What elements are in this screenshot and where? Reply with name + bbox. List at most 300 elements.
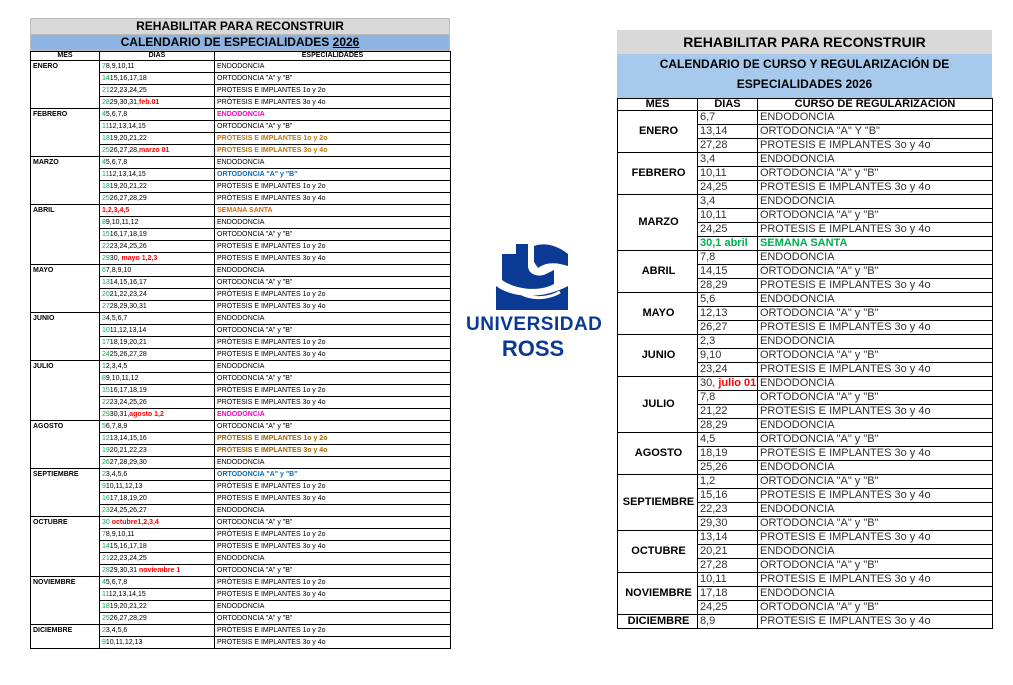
days-cell [698,251,758,265]
text-part: 29 [102,255,110,262]
text-part: 24,25 [700,181,728,193]
text-part: marzo 01 [139,147,170,154]
specialty-cell [215,625,451,637]
text-part: ENDODONCIA [760,419,835,431]
days-cell [100,601,215,613]
specialty-cell [758,251,993,265]
specialty-cell [758,181,993,195]
text-part: 14,15 [700,265,728,277]
text-part: 19,20,21,22 [109,135,147,142]
days-cell [100,193,215,205]
days-cell [100,133,215,145]
text-part: ENDODONCIA [760,545,835,557]
days-cell [698,433,758,447]
days-cell [698,447,758,461]
specialty-cell [215,217,451,229]
text-part: 14,15,16,17 [109,279,147,286]
specialty-cell [215,121,451,133]
text-part: PRÓTESIS E IMPLANTES 3o y 4o [217,195,326,202]
specialty-cell [215,289,451,301]
text-part: 14 [102,543,110,550]
days-cell [100,169,215,181]
text-part: 5,6,7,8 [105,579,128,586]
table-row [618,377,993,391]
days-cell [698,489,758,503]
text-part: 25,26,27,28 [109,351,147,358]
days-cell [100,121,215,133]
specialty-cell [758,405,993,419]
days-cell [100,469,215,481]
specialty-cell [758,573,993,587]
text-part: 29,30,31, [109,99,139,106]
month-cell: JULIO [31,361,100,421]
text-part: 25 [102,195,110,202]
text-part: 22 [102,399,110,406]
text-part: PROTESIS E IMPLANTES 3o y 4o [217,255,326,262]
text-part: ENDODONCIA [217,111,265,118]
days-cell [100,541,215,553]
month-cell: DICIEMBRE [618,615,698,629]
days-cell [698,475,758,489]
specialty-cell [758,531,993,545]
text-part: 4 [102,111,106,118]
specialty-cell [758,349,993,363]
text-part: 17 [102,339,110,346]
text-part: ENDODONCIA [760,377,835,389]
text-part: PRÓTESIS E IMPLANTES 1o y 2o [217,627,326,634]
days-cell [698,419,758,433]
days-cell [698,321,758,335]
text-part: 10 [102,327,110,334]
text-part: ENDODONCIA [760,111,835,123]
text-part: 17,18,19,20 [109,495,147,502]
days-cell [100,241,215,253]
days-cell [698,559,758,573]
month-cell: SEPTIEMBRE [31,469,100,517]
days-cell [100,157,215,169]
text-part: ENDODONCIA [760,503,835,515]
text-part: 10,11 [700,167,727,179]
text-part: 16 [102,495,110,502]
text-part: 7,8 [700,251,716,263]
text-part: ENDODONCIA [217,411,265,418]
days-cell [100,397,215,409]
table-row [31,517,451,529]
text-part: 27 [102,303,110,310]
text-part: PROTESIS E IMPLANTES 1o y 2o [217,243,326,250]
text-part: PROTESIS E IMPLANTES 3o y 4o [760,223,931,235]
right-subtitle-line1: CALENDARIO DE CURSO Y REGULARIZACIÓN DE [659,57,950,71]
specialty-cell [758,223,993,237]
text-part: 26,27,28, [109,147,139,154]
text-part: 9,10,11,12 [105,375,139,382]
days-cell [100,529,215,541]
month-cell: JULIO [618,377,698,433]
regularization-calendar [617,30,992,629]
specialty-cell [758,139,993,153]
text-part: 10,11 [700,209,727,221]
specialty-cell [758,489,993,503]
table-row [31,205,451,217]
month-cell: MAYO [618,293,698,335]
right-table [617,98,993,629]
days-cell [100,553,215,565]
specialty-cell [758,195,993,209]
days-cell [100,433,215,445]
table-row [618,433,993,447]
days-cell [100,409,215,421]
days-cell [100,577,215,589]
specialty-cell [758,153,993,167]
specialty-cell [758,517,993,531]
month-cell: ABRIL [618,251,698,293]
specialty-cell [215,577,451,589]
text-part: ENDODONCIA [217,363,265,370]
text-part: ENDODONCIA [760,461,835,473]
days-cell [698,153,758,167]
specialty-cell [758,503,993,517]
text-part: 26,27,28,29 [109,615,147,622]
text-part: 30,31, [109,411,130,418]
specialty-cell [215,145,451,157]
text-part: PRÓTESIS E IMPLANTES 1o y 2o [217,135,328,142]
days-cell [100,373,215,385]
text-part: 22,23,24,25 [109,87,147,94]
table-row [618,293,993,307]
text-part: PRÓTESIS E IMPLANTES 1o y 2o [217,435,328,442]
text-part: 27,28,29,30 [109,459,147,466]
month-cell: SEPTIEMBRE [618,475,698,531]
table-row [618,475,993,489]
table-row [618,573,993,587]
specialty-cell [758,363,993,377]
table-row [31,421,451,433]
specialty-cell [215,73,451,85]
table-row [618,195,993,209]
text-part: ORTODONCIA "A" y "B" [217,231,293,238]
days-cell [100,421,215,433]
days-cell [698,391,758,405]
text-part: 12,13,14,15 [108,171,146,178]
specialty-cell [215,601,451,613]
text-part: PRÓTESIS E IMPLANTES 1o y 2o [217,483,326,490]
days-cell [100,253,215,265]
text-part: ENDODONCIA [760,335,835,347]
text-part: 28 [102,99,110,106]
text-part: ORTODONCIA "A" y "B" [217,123,293,130]
specialty-cell [215,169,451,181]
specialty-cell [215,613,451,625]
specialty-cell [215,361,451,373]
specialty-cell [758,475,993,489]
text-part: ENDODONCIA [760,587,835,599]
text-part: 21 [102,555,110,562]
specialty-cell [215,193,451,205]
text-part: PRÓTESIS E IMPLANTES 3o y 4o [217,639,326,646]
specialty-cell [215,181,451,193]
text-part: 12,13 [700,307,728,319]
text-part: 30,1 abril [700,237,748,249]
text-part: PRÓTESIS E IMPLANTES 1o y 2o [217,87,326,94]
text-part: PRÓTESIS E IMPLANTES 3o y 4o [217,447,328,454]
text-part: 1,2 [700,475,716,487]
text-part: 6,7 [700,111,716,123]
specialty-cell [758,321,993,335]
specialty-cell [215,301,451,313]
days-cell [100,505,215,517]
days-cell [698,587,758,601]
text-part: ORTODONCIA "A" y "B" [217,567,293,574]
text-part: 8,9,10,11 [105,63,135,70]
days-cell [698,237,758,251]
logo-ross-text: ROSS [501,336,565,361]
specialty-cell [215,313,451,325]
text-part: 3,4,5,6 [105,627,128,634]
days-cell [100,613,215,625]
month-cell: AGOSTO [618,433,698,475]
text-part: 23,24 [700,363,728,375]
specialty-cell [215,373,451,385]
text-part: 10,11,12,13 [105,483,143,490]
text-part: ENDODONCIA [217,267,265,274]
specialty-cell [758,237,993,251]
text-part: 29,30 [700,517,728,529]
specialty-cell [758,279,993,293]
days-cell [100,637,215,649]
text-part: 8,9,10,11 [105,531,135,538]
text-part: ORTODONCIA "A" y "B" [760,265,879,277]
days-cell [100,385,215,397]
text-part: PROTESIS E IMPLANTES 3o y 4o [760,363,931,375]
text-part: PRÓTESIS E IMPLANTES 3o y 4o [217,543,326,550]
text-part: julio 01 [718,377,757,389]
specialty-cell [758,307,993,321]
text-part: SEMANA SANTA [760,237,848,249]
text-part: 21 [102,87,110,94]
specialty-cell [215,241,451,253]
text-part: 9 [102,483,106,490]
specialty-cell [758,391,993,405]
text-part: 20 [102,291,110,298]
text-part: ORTODONCIA "A" y "B" [760,517,879,529]
specialty-cell [215,541,451,553]
text-part: PROTESIS E IMPLANTES 3o y 4o [760,321,931,333]
specialty-cell [758,587,993,601]
month-cell: JUNIO [618,335,698,377]
text-part: ENDODONCIA [760,293,835,305]
right-subtitle-line2: ESPECIALIDADES 2026 [736,77,873,91]
text-part: 8 [102,219,106,226]
text-part: 15,16,17,18 [109,75,147,82]
specialty-cell [215,553,451,565]
text-part: 19 [102,447,110,454]
days-cell [698,307,758,321]
specialty-cell [215,433,451,445]
text-part: 4,5,6,7 [105,315,128,322]
text-part: PROTESIS E IMPLANTES 3o y 4o [760,573,931,585]
text-part: 22,23,24,25 [109,555,147,562]
specialty-cell [215,325,451,337]
table-row [31,469,451,481]
text-part: 1,2,3,4,5 [102,207,130,214]
specialty-cell [215,397,451,409]
text-part: 26 [102,459,110,466]
specialty-cell [758,335,993,349]
month-cell: ABRIL [31,205,100,265]
text-part: PROTESIS E IMPLANTES 3o y 4o [760,447,931,459]
left-subtitle-year: 2026 [332,35,360,49]
text-part: ORTODONCIA "A" y "B" [760,433,879,445]
text-part: 18 [102,183,110,190]
text-part: ENDODONCIA [217,507,265,514]
specialty-cell [758,125,993,139]
text-part: PROTESIS E IMPLANTES 3o y 4o [760,405,931,417]
days-cell [100,625,215,637]
text-part: 15 [102,387,110,394]
days-cell [698,167,758,181]
days-cell [100,481,215,493]
month-cell: MARZO [31,157,100,205]
text-part: ORTODONCIA "A" y "B" [760,167,879,179]
text-part: 10,11,12,13 [105,639,143,646]
month-cell: ENERO [618,111,698,153]
text-part: 2,3,4,5 [105,363,128,370]
text-part: 28 [102,567,110,574]
header-dias: DIAS [100,52,215,61]
month-cell: DICIEMBRE [31,625,100,649]
text-part: ORTODONCIA "A" y "B" [217,279,293,286]
days-cell [698,279,758,293]
specialty-cell [758,461,993,475]
text-part: 19,20,21,22 [109,183,147,190]
text-part: 8,9 [700,615,716,627]
header-mes: MES [618,99,698,111]
text-part: 23,24,25,26 [109,399,147,406]
text-part: 27,28 [700,139,728,151]
table-row [618,153,993,167]
days-cell [100,361,215,373]
header-dias: DIAS [698,99,758,111]
specialty-cell [758,545,993,559]
text-part: noviembre 1 [139,567,181,574]
specialty-cell [758,447,993,461]
days-cell [100,493,215,505]
specialty-cell [215,589,451,601]
text-part: 22,23 [700,503,728,515]
text-part: ORTODONCIA "A" y "B" [760,209,879,221]
text-part: 8 [102,375,106,382]
specialty-cell [215,445,451,457]
text-part: 4,5 [700,433,716,445]
specialty-cell [758,419,993,433]
text-part: 24,25 [700,223,728,235]
days-cell [100,217,215,229]
days-cell [698,209,758,223]
specialty-cell [758,209,993,223]
text-part: PRÓTESIS E IMPLANTES 1o y 2o [217,183,326,190]
days-cell [100,277,215,289]
text-part: 9 [102,639,106,646]
month-cell: MARZO [618,195,698,251]
days-cell [100,301,215,313]
text-part: 3,4 [700,195,716,207]
right-title: REHABILITAR PARA RECONSTRUIR [617,30,992,54]
text-part: ENDODONCIA [217,63,265,70]
text-part: 28,29,30,31 [109,303,147,310]
month-cell: NOVIEMBRE [618,573,698,615]
text-part: 12,13,14,15 [108,591,146,598]
specialty-cell [215,265,451,277]
days-cell [698,405,758,419]
specialty-cell [215,385,451,397]
table-row [31,313,451,325]
table-row [31,61,451,73]
text-part: 11 [102,591,109,598]
specialty-cell [215,229,451,241]
text-part: ORTODONCIA "A" y "B" [760,475,879,487]
text-part: PROTESIS E IMPLANTES 3o y 4o [217,147,328,154]
text-part: 3,4 [700,153,716,165]
specialty-cell [215,565,451,577]
text-part: 11 [102,123,109,130]
specialties-calendar [30,18,450,649]
days-cell [100,205,215,217]
text-part: ORTODONCIA "A" y "B" [760,601,879,613]
text-part: 11 [102,171,109,178]
month-cell: NOVIEMBRE [31,577,100,625]
text-part: 19,20,21,22 [109,603,147,610]
text-part: 21,22 [700,405,728,417]
text-part: 18,19,20,21 [109,339,147,346]
days-cell [698,461,758,475]
text-part: ORTODONCIA "A" y "B" [217,423,293,430]
days-cell [698,531,758,545]
text-part: 5,6 [700,293,716,305]
days-cell [100,313,215,325]
specialty-cell [215,517,451,529]
specialty-cell [215,505,451,517]
days-cell [698,517,758,531]
text-part: ENDODONCIA [217,219,265,226]
month-cell: AGOSTO [31,421,100,469]
text-part: feb.01 [139,99,160,106]
text-part: ORTODONCIA "A" y "B" [760,559,879,571]
text-part: ORTODONCIA "A" y "B" [760,349,879,361]
text-part: ENDODONCIA [760,195,835,207]
text-part: 18 [102,135,110,142]
table-row [618,335,993,349]
header-especialidades: ESPECIALIDADES [215,52,451,61]
text-part: ENDODONCIA [760,251,835,263]
text-part: ENDODONCIA [217,315,265,322]
text-part: 29,30,31 [109,567,139,574]
text-part: 12,13,14,15 [108,123,146,130]
text-part: 9,10,11,12 [105,219,139,226]
table-row [618,615,993,629]
table-row [618,531,993,545]
table-row [31,265,451,277]
text-part: 13 [102,279,110,286]
text-part: ORTODONCIA "A" Y "B" [760,125,880,137]
days-cell [100,325,215,337]
month-cell: OCTUBRE [31,517,100,577]
text-part: 15,16 [700,489,728,501]
text-part: 6 [102,267,106,274]
days-cell [698,293,758,307]
text-part: 3,4,5,6 [105,471,128,478]
text-part: ORTODONCIA "A" y "B" [760,307,879,319]
days-cell [100,289,215,301]
